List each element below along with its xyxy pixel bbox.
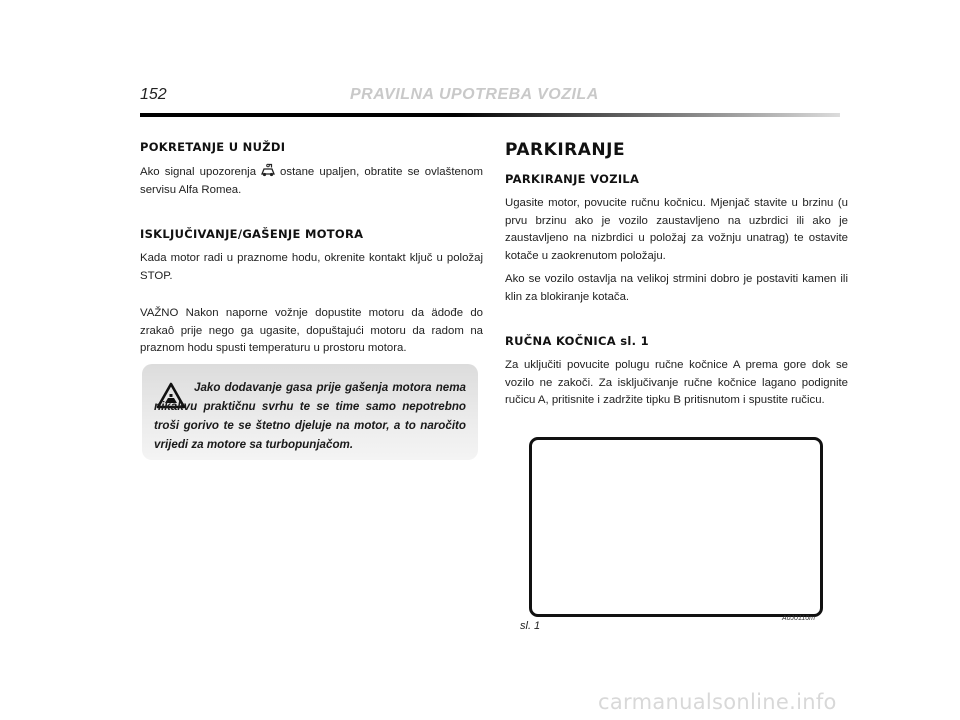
parking-paragraph-1: Ugasite motor, povucite ručnu kočnicu. Mjenjač stavite u brzinu (u prvu brzinu ako je vozilo zaustavljeno na uzbrdici ili ako je zaustavljeno na nizbrdici u položaj za vožnju unatrag) te ostavite kotače u zaokrenutom položaju. xyxy=(505,197,848,262)
figure-caption: sl. 1 xyxy=(520,620,541,632)
handbrake-heading: RUČNA KOČNICA sl. 1 xyxy=(505,334,649,348)
left-column xyxy=(140,140,483,364)
watermark: carmanualsonline.info xyxy=(598,690,837,714)
parking-section-title: PARKIRANJE xyxy=(505,140,626,160)
figure-frame xyxy=(529,437,823,617)
emergency-start-heading: POKRETANJE U NUŽDI xyxy=(140,140,286,154)
parking-heading: PARKIRANJE VOZILA xyxy=(505,172,640,186)
engine-immobilizer-warning-icon xyxy=(260,163,276,177)
engine-stop-paragraph: Kada motor radi u praznome hodu, okrenite kontakt ključ u položaj STOP. xyxy=(140,252,483,282)
running-title: PRAVILNA UPOTREBA VOZILA xyxy=(350,86,599,103)
engine-stop-note: VAŽNO Nakon naporne vožnje dopustite motoru da ädođe do zrakaô prije nego ga ugasite, dopuštajući motoru da radom na praznom hodu spusti temperaturu u prostoru motora. xyxy=(140,307,483,354)
right-column xyxy=(505,140,848,416)
parking-paragraph-2: Ako se vozilo ostavlja na velikoj strmini dobro je postaviti kamen ili klin za blokiranje kotača. xyxy=(505,273,848,303)
emergency-start-paragraph xyxy=(140,163,483,199)
handbrake-paragraph: Za uključiti povucite polugu ručne kočnice A prema gore dok se vozilo ne zakoči. Za isključivanje ručne kočnice lagano podignite ručicu A, pritisnite i zadržite tipku B pritisnutom i spustite ručicu. xyxy=(505,359,848,406)
header-rule xyxy=(140,113,840,117)
emergency-start-text-1: Ako signal upozorenja xyxy=(140,166,257,178)
warning-text: Jako dodavanje gasa prije gašenja motora nema nikakvu praktičnu svrhu te se time samo nepotrebno troši gorivo te se štetno djeluje na motor, a to naročito vrijedi za motore sa turbopunjačom. xyxy=(154,381,466,451)
emergency-start-text-2: ostane upaljen, obratite se ovlaštenom servisu Alfa Romea. xyxy=(140,166,483,196)
warning-box xyxy=(142,364,478,460)
engine-stop-heading: ISKLJUČIVANJE/GAŠENJE MOTORA xyxy=(140,227,364,241)
figure-code: A0J0110m xyxy=(782,615,815,622)
page-number: 152 xyxy=(140,86,167,103)
